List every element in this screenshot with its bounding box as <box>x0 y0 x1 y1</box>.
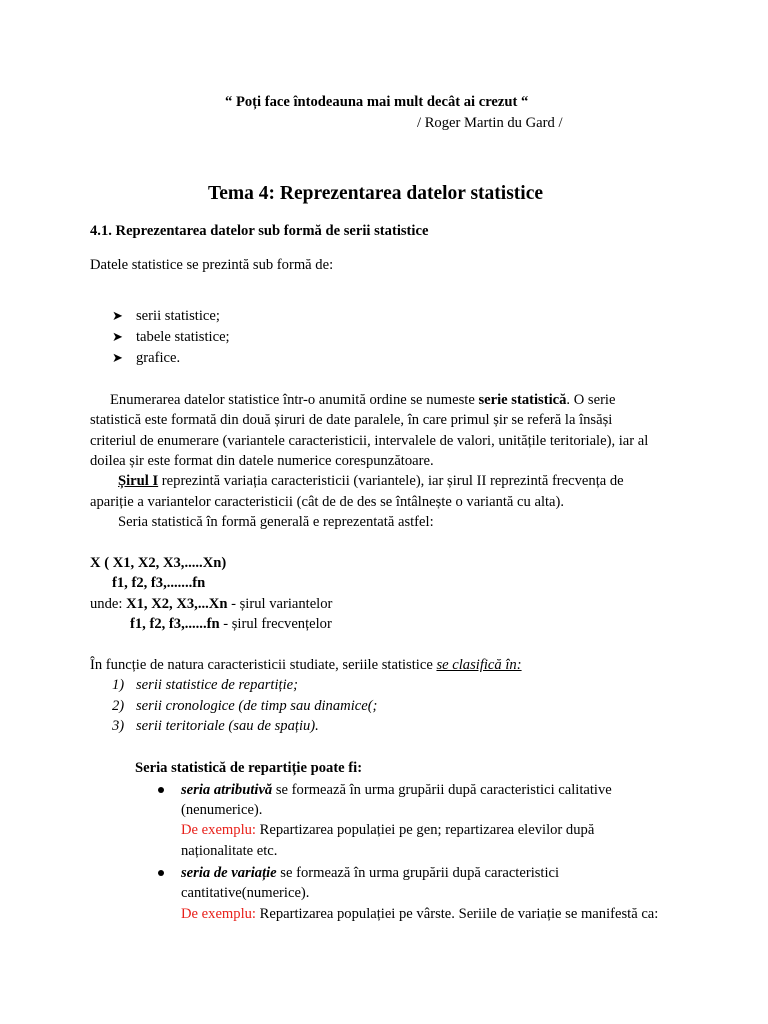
formula-x-definition <box>90 594 332 614</box>
x-series: X1, X2, X3,...Xn <box>126 596 228 612</box>
arrow-bullet-icon: ➤ <box>112 308 123 323</box>
term-sirul-i: Șirul I <box>118 473 159 489</box>
list-item: serii cronologice (de timp sau dinamice(; <box>136 698 378 714</box>
example-label: De exemplu: <box>181 906 256 922</box>
para2-line3: Seria statistică în formă generală e reprezentată astfel: <box>118 514 434 530</box>
term-seria-de-variatie: seria de variație <box>181 865 277 881</box>
list-number: 1) <box>112 677 125 693</box>
para2-text: reprezintă variația caracteristicii (variantele), iar șirul II reprezintă frecvența de <box>158 473 624 489</box>
para1-line3: criteriul de enumerare (variantele caracteristicii, intervalele de valori, unitățile teritoriale), iar al <box>90 433 649 449</box>
formula-x-line: X ( X1, X2, X3,.....Xn) <box>90 555 227 571</box>
example-text: Repartizarea populației pe gen; repartizarea elevilor după <box>255 822 595 838</box>
x-series-description: - șirul variantelor <box>227 596 333 612</box>
para1-text: . O serie <box>566 392 616 408</box>
unde-label: unde: <box>90 596 127 612</box>
repartition-heading: Seria statistică de repartiție poate fi: <box>135 760 363 776</box>
formula-f-line: f1, f2, f3,.......fn <box>112 575 206 591</box>
item-text: se formează în urma grupării după caracteristici calitative <box>272 782 612 798</box>
classification-intro <box>90 655 522 675</box>
intro-text: Datele statistice se prezintă sub formă de: <box>90 257 334 273</box>
para1-line2: statistică este formată din două șiruri de date paralele, în care primul șir se referă la însăși <box>90 412 613 428</box>
repartition-item-1-example-line2: naționalitate etc. <box>181 843 278 859</box>
page-title: Tema 4: Reprezentarea datelor statistice <box>208 183 544 204</box>
formula-f-definition <box>130 614 332 634</box>
para1-line1 <box>110 390 615 410</box>
quote-author: / Roger Martin du Gard / <box>417 115 563 131</box>
list-item: tabele statistice; <box>136 329 230 345</box>
classification-text: În funcție de natura caracteristicii studiate, seriile statistice <box>90 657 437 673</box>
repartition-item-2-line1 <box>181 863 559 883</box>
repartition-item-2-example <box>181 904 768 924</box>
list-item: serii teritoriale (sau de spațiu). <box>136 718 319 734</box>
example-label: De exemplu: <box>181 822 256 838</box>
list-number: 3) <box>112 718 125 734</box>
bullet-dot-icon <box>158 787 164 793</box>
f-series: f1, f2, f3,......fn <box>130 616 220 632</box>
list-number: 2) <box>112 698 125 714</box>
para1-line4: doilea șir este format din datele numerice corespunzătoare. <box>90 453 434 469</box>
repartition-item-1-line2: (nenumerice). <box>181 802 263 818</box>
list-item: grafice. <box>136 350 181 366</box>
para2-line2: apariție a variantelor caracteristicii (cât de de des se întâlnește o variantă cu alta). <box>90 494 565 510</box>
arrow-bullet-icon: ➤ <box>112 329 123 344</box>
f-series-description: - șirul frecvențelor <box>219 616 332 632</box>
arrow-bullet-icon: ➤ <box>112 350 123 365</box>
item-text: se formează în urma grupării după caracteristici <box>276 865 560 881</box>
term-seria-atributiva: seria atributivă <box>181 782 273 798</box>
quote-text: “ Poți face întodeauna mai mult decât ai crezut “ <box>225 94 529 110</box>
para2-line1 <box>118 471 624 491</box>
classification-underlined: se clasifică în: <box>436 657 522 673</box>
repartition-item-1-example <box>181 820 594 840</box>
list-item: serii statistice de repartiție; <box>136 677 298 693</box>
repartition-item-2-line2: cantitative(numerice). <box>181 885 310 901</box>
repartition-item-1-line1 <box>181 780 612 800</box>
term-serie-statistica: serie statistică <box>478 392 567 408</box>
section-heading: 4.1. Reprezentarea datelor sub formă de serii statistice <box>90 223 429 239</box>
example-text: Repartizarea populației pe vârste. Seriile de variație se manifestă ca: <box>255 906 659 922</box>
list-item: serii statistice; <box>136 308 220 324</box>
para1-text: Enumerarea datelor statistice într-o anumită ordine se numeste <box>110 392 479 408</box>
bullet-dot-icon <box>158 870 164 876</box>
